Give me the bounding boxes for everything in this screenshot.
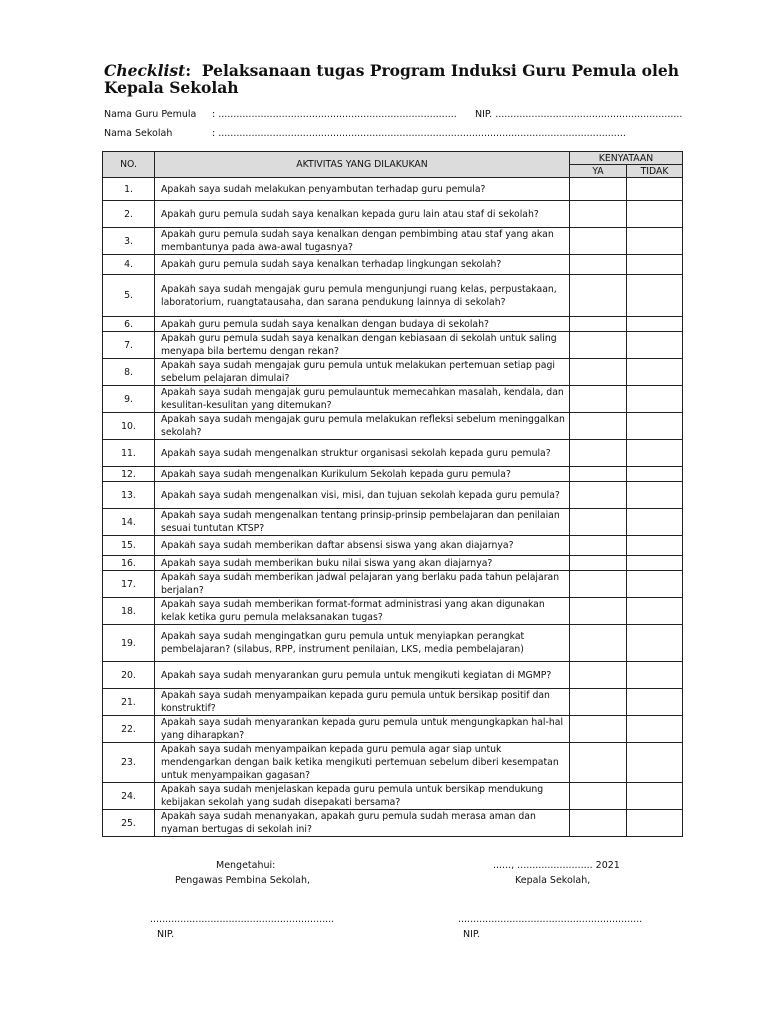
ya-cell[interactable] [570,509,627,536]
checklist-label: Checklist [104,61,186,80]
row-activity: Apakah saya sudah mengenalkan tentang prinsip-prinsip pembelajaran dan penilaian sesuai tuntutan KTSP? [155,509,570,536]
row-activity: Apakah saya sudah mengingatkan guru pemula untuk menyiapkan perangkat pembelajaran? (silabus, RPP, instrument penilaian, LKS, media pembelajaran) [155,625,570,662]
row-number: 23. [103,743,155,783]
row-activity: Apakah saya sudah menjelaskan kepada guru pemula untuk bersikap mendukung kebijakan sekolah yang sudah disepakati bersama? [155,783,570,810]
ya-cell[interactable] [570,201,627,228]
pengawas-signature-line: ............................................................. [150,914,335,925]
row-number: 15. [103,536,155,556]
row-number: 3. [103,228,155,255]
row-activity: Apakah saya sudah menyarankan guru pemula untuk mengikuti kegiatan di MGMP? [155,662,570,689]
row-number: 7. [103,332,155,359]
ya-cell[interactable] [570,440,627,467]
sekolah-field[interactable]: : ....................................................................................................................................... [212,128,626,139]
tidak-cell[interactable] [627,482,683,509]
tidak-cell[interactable] [627,178,683,201]
row-number: 4. [103,255,155,275]
row-activity: Apakah saya sudah menyampaikan kepada guru pemula untuk bersikap positif dan konstruktif? [155,689,570,716]
ya-cell[interactable] [570,359,627,386]
ya-cell[interactable] [570,255,627,275]
table-row [103,556,683,571]
row-activity: Apakah saya sudah menanyakan, apakah guru pemula sudah merasa aman dan nyaman bertugas di sekolah ini? [155,810,570,837]
tidak-cell[interactable] [627,716,683,743]
document-title [104,62,694,96]
checklist-body [103,178,683,837]
date-field[interactable]: ......, ......................... 2021 [493,860,620,871]
ya-cell[interactable] [570,317,627,332]
tidak-cell[interactable] [627,598,683,625]
mengetahui-label: Mengetahui: [216,860,276,871]
ya-cell[interactable] [570,386,627,413]
table-row [103,625,683,662]
row-number: 19. [103,625,155,662]
kepala-sekolah-label: Kepala Sekolah, [515,875,591,886]
ya-cell[interactable] [570,332,627,359]
header-ya: YA [570,165,627,178]
row-activity: Apakah saya sudah melakukan penyambutan terhadap guru pemula? [155,178,570,201]
guru-pemula-field[interactable]: : ............................................................................... [212,109,457,120]
ya-cell[interactable] [570,571,627,598]
row-number: 1. [103,178,155,201]
ya-cell[interactable] [570,556,627,571]
tidak-cell[interactable] [627,625,683,662]
table-row [103,783,683,810]
ya-cell[interactable] [570,783,627,810]
tidak-cell[interactable] [627,509,683,536]
tidak-cell[interactable] [627,228,683,255]
row-number: 11. [103,440,155,467]
table-row [103,810,683,837]
ya-cell[interactable] [570,598,627,625]
tidak-cell[interactable] [627,413,683,440]
row-activity: Apakah saya sudah mengenalkan Kurikulum Sekolah kepada guru pemula? [155,467,570,482]
table-row [103,201,683,228]
ya-cell[interactable] [570,228,627,255]
checklist-table [102,151,683,837]
row-number: 12. [103,467,155,482]
row-number: 18. [103,598,155,625]
kepala-signature-line: ............................................................. [458,914,643,925]
table-row [103,178,683,201]
row-number: 10. [103,413,155,440]
ya-cell[interactable] [570,536,627,556]
row-activity: Apakah saya sudah mengajak guru pemulauntuk memecahkan masalah, kendala, dan kesulitan-kesulitan yang ditemukan? [155,386,570,413]
tidak-cell[interactable] [627,386,683,413]
row-number: 14. [103,509,155,536]
tidak-cell[interactable] [627,662,683,689]
row-activity: Apakah saya sudah mengajak guru pemula untuk melakukan pertemuan setiap pagi sebelum pelajaran dimulai? [155,359,570,386]
table-row [103,275,683,317]
table-row [103,440,683,467]
header-activity: AKTIVITAS YANG DILAKUKAN [155,152,570,178]
table-row [103,536,683,556]
table-row [103,359,683,386]
table-row [103,413,683,440]
row-number: 2. [103,201,155,228]
row-number: 5. [103,275,155,317]
sekolah-label: Nama Sekolah [104,128,173,139]
row-activity: Apakah guru pemula sudah saya kenalkan terhadap lingkungan sekolah? [155,255,570,275]
tidak-cell[interactable] [627,359,683,386]
ya-cell[interactable] [570,625,627,662]
tidak-cell[interactable] [627,275,683,317]
row-activity: Apakah guru pemula sudah saya kenalkan dengan kebiasaan di sekolah untuk saling menyapa bila bertemu dengan rekan? [155,332,570,359]
tidak-cell[interactable] [627,536,683,556]
table-row [103,332,683,359]
title-text: Pelaksanaan tugas Program Induksi Guru Pemula oleh Kepala Sekolah [104,61,680,97]
row-activity: Apakah guru pemula sudah saya kenalkan kepada guru lain atau staf di sekolah? [155,201,570,228]
table-row [103,467,683,482]
tidak-cell[interactable] [627,743,683,783]
ya-cell[interactable] [570,662,627,689]
ya-cell[interactable] [570,743,627,783]
ya-cell[interactable] [570,716,627,743]
tidak-cell[interactable] [627,810,683,837]
table-row [103,662,683,689]
header-no: NO. [103,152,155,178]
tidak-cell[interactable] [627,440,683,467]
tidak-cell[interactable] [627,571,683,598]
ya-cell[interactable] [570,810,627,837]
row-activity: Apakah saya sudah menyarankan kepada guru pemula untuk mengungkapkan hal-hal yang diharapkan? [155,716,570,743]
row-number: 22. [103,716,155,743]
tidak-cell[interactable] [627,317,683,332]
ya-cell[interactable] [570,275,627,317]
tidak-cell[interactable] [627,689,683,716]
row-number: 20. [103,662,155,689]
pengawas-nip: NIP. [157,929,175,940]
tidak-cell[interactable] [627,255,683,275]
row-number: 13. [103,482,155,509]
row-activity: Apakah guru pemula sudah saya kenalkan dengan budaya di sekolah? [155,317,570,332]
table-row [103,386,683,413]
table-row [103,743,683,783]
row-activity: Apakah saya sudah mengajak guru pemula melakukan refleksi sebelum meninggalkan sekolah? [155,413,570,440]
ya-cell[interactable] [570,689,627,716]
header-kenyataan: KENYATAAN [570,152,683,165]
ya-cell[interactable] [570,467,627,482]
row-activity: Apakah saya sudah mengenalkan struktur organisasi sekolah kepada guru pemula? [155,440,570,467]
row-number: 8. [103,359,155,386]
row-number: 17. [103,571,155,598]
pengawas-label: Pengawas Pembina Sekolah, [175,875,311,886]
row-activity: Apakah guru pemula sudah saya kenalkan dengan pembimbing atau staf yang akan membantunya pada awa-awal tugasnya? [155,228,570,255]
ya-cell[interactable] [570,413,627,440]
tidak-cell[interactable] [627,201,683,228]
header-tidak: TIDAK [627,165,683,178]
row-number: 6. [103,317,155,332]
tidak-cell[interactable] [627,467,683,482]
table-row [103,482,683,509]
tidak-cell[interactable] [627,783,683,810]
row-activity: Apakah saya sudah mengajak guru pemula mengunjungi ruang kelas, perpustakaan, laboratorium, ruangtatausaha, dan sarana pendukung lainnya di sekolah? [155,275,570,317]
row-activity: Apakah saya sudah mengenalkan visi, misi, dan tujuan sekolah kepada guru pemula? [155,482,570,509]
table-row [103,716,683,743]
kepala-nip: NIP. [463,929,481,940]
title-colon: : [185,61,192,80]
ya-cell[interactable] [570,482,627,509]
table-row [103,689,683,716]
nip-field[interactable]: NIP. .............................................................. [475,109,683,120]
tidak-cell[interactable] [627,556,683,571]
row-number: 9. [103,386,155,413]
row-number: 24. [103,783,155,810]
row-activity: Apakah saya sudah memberikan jadwal pelajaran yang berlaku pada tahun pelajaran berjalan? [155,571,570,598]
table-row [103,317,683,332]
tidak-cell[interactable] [627,332,683,359]
row-number: 16. [103,556,155,571]
ya-cell[interactable] [570,178,627,201]
table-row [103,509,683,536]
table-row [103,598,683,625]
row-number: 25. [103,810,155,837]
table-row [103,228,683,255]
row-activity: Apakah saya sudah memberikan format-format administrasi yang akan digunakan kelak ketika guru pemula melaksanakan tugas? [155,598,570,625]
row-activity: Apakah saya sudah memberikan daftar absensi siswa yang akan diajarnya? [155,536,570,556]
row-number: 21. [103,689,155,716]
row-activity: Apakah saya sudah memberikan buku nilai siswa yang akan diajarnya? [155,556,570,571]
table-row [103,571,683,598]
row-activity: Apakah saya sudah menyampaikan kepada guru pemula agar siap untuk mendengarkan dengan baik ketika mengikuti pertemuan sebelum diberi kesempatan untuk menyampaikan gagasan? [155,743,570,783]
table-row [103,255,683,275]
guru-pemula-label: Nama Guru Pemula [104,109,197,120]
